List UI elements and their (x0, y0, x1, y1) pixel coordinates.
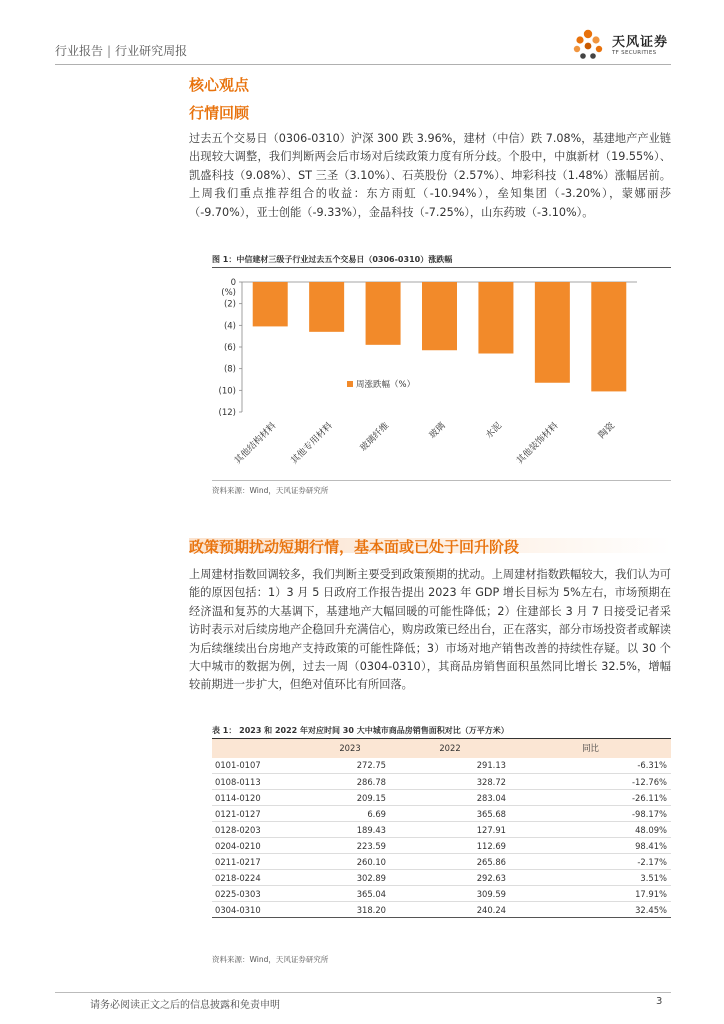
bar-6 (591, 282, 626, 391)
table-cell-period: 0121-0127 (212, 806, 310, 822)
x-category-label: 其他结构材料 (233, 421, 279, 467)
y-tick-label: (12) (218, 408, 236, 418)
table-cell-2023: 318.20 (310, 902, 390, 918)
table-cell-yoy: -98.17% (510, 806, 671, 822)
y-tick-label: 0 (230, 278, 236, 288)
table-row (212, 902, 671, 918)
y-tick-label: (2) (223, 299, 236, 310)
breadcrumb-separator: | (107, 44, 112, 58)
table-cell-period: 0114-0120 (212, 790, 310, 806)
figure-caption: 图 1：中信建材三级子行业过去五个交易日（0306-0310）涨跌幅 (212, 255, 453, 264)
table-cell-period: 0225-0303 (212, 886, 310, 902)
page-number: 3 (656, 996, 663, 1007)
bar-4 (478, 282, 513, 354)
table-cell-yoy: 98.41% (510, 838, 671, 854)
table-source: 资料来源：Wind，天风证券研究所 (212, 955, 329, 964)
table-cell-2022: 265.86 (390, 854, 510, 870)
breadcrumb (55, 42, 187, 59)
sales-area-table (212, 738, 671, 918)
x-category-label: 其他装饰材料 (515, 421, 561, 467)
table-cell-yoy: 3.51% (510, 870, 671, 886)
table-header-period (212, 739, 310, 758)
bar-3 (422, 282, 457, 350)
x-category-label: 陶瓷 (597, 421, 617, 441)
table-cell-2022: 127.91 (390, 822, 510, 838)
section-title-policy: 政策预期扰动短期行情，基本面或已处于回升阶段 (189, 538, 520, 556)
table-row (212, 790, 671, 806)
x-category-label: 玻璃 (427, 421, 448, 441)
table-cell-yoy: 48.09% (510, 822, 671, 838)
table-header-row (212, 739, 671, 758)
table-cell-2023: 302.89 (310, 870, 390, 886)
table-cell-2023: 260.10 (310, 854, 390, 870)
table-row (212, 822, 671, 838)
table-cell-period: 0204-0210 (212, 838, 310, 854)
table-cell-period: 0101-0107 (212, 758, 310, 774)
table-cell-2022: 328.72 (390, 774, 510, 790)
table-cell-yoy: 32.45% (510, 902, 671, 918)
table-cell-2023: 223.59 (310, 838, 390, 854)
table-cell-2022: 291.13 (390, 758, 510, 774)
legend-swatch (347, 381, 353, 387)
x-category-label: 水泥 (484, 421, 505, 441)
x-category-label: 玻璃纤维 (358, 421, 392, 454)
table-header-2022: 2022 (390, 739, 510, 758)
figure-bottom-rule (212, 480, 671, 481)
table-cell-yoy: -26.11% (510, 790, 671, 806)
table-header-yoy: 同比 (510, 739, 671, 758)
table-row (212, 758, 671, 774)
table-cell-2023: 189.43 (310, 822, 390, 838)
table-cell-2022: 240.24 (390, 902, 510, 918)
table-row (212, 886, 671, 902)
table-header-2023: 2023 (310, 739, 390, 758)
table-row (212, 806, 671, 822)
policy-paragraph: 上周建材指数回调较多，我们判断主要受到政策预期的扰动。上周建材指数跌幅较大，我们认为可能的原因包括：1）3 月 5 日政府工作报告提出 2023 年 GDP 增长目标为 5%左右，市场预期在经济温和复苏的大基调下，基建地产大幅回暖的可能性降低；2）住建部长 3 月 7 日接受记者采访时表示对后续房地产企稳回升充满信心，购房政策已经出台，正在落实，部分市场投资者或解读为后续继续出台房地产支持政策的可能性降低；3）市场对地产销售改善的持续性存疑。以 30 个大中城市的数据为例，过去一周（0304-0310），其商品房销售面积虽然同比增长 32.5%，增幅较前期进一步扩大，但绝对值环比有所回落。 (189, 568, 671, 692)
report-subcategory: 行业研究周报 (115, 44, 188, 58)
y-tick-label: (6) (223, 343, 236, 353)
table-cell-2023: 209.15 (310, 790, 390, 806)
bar-1 (309, 282, 344, 332)
table-row (212, 854, 671, 870)
y-tick-label: (4) (223, 321, 236, 332)
subsector-return-bar-chart (212, 268, 671, 480)
x-category-label: 其他专用材料 (289, 421, 335, 467)
table-cell-2023: 6.69 (310, 806, 390, 822)
brand-name-en: TF SECURITIES (612, 50, 657, 56)
bar-0 (253, 282, 288, 326)
market-review-paragraph: 过去五个交易日（0306-0310）沪深 300 跌 3.96%，建材（中信）跌 7.08%，基建地产产业链出现较大调整，我们判断两会后市场对后续政策力度有所分歧。个股中，中旗新材（19.55%）、凯盛科技（9.08%）、ST 三圣（3.10%）、石英股份（2.57%）、坤彩科技（1.48%）涨幅居前。上周我们重点推荐组合的收益：东方雨虹（-10.94%），垒知集团（-3.20%），蒙娜丽莎（-9.70%），亚士创能（-9.33%），金晶科技（-7.25%），山东药玻（-3.10%）。 (189, 132, 671, 219)
table-row (212, 774, 671, 790)
table-cell-period: 0304-0310 (212, 902, 310, 918)
table-cell-2022: 283.04 (390, 790, 510, 806)
table-cell-period: 0128-0203 (212, 822, 310, 838)
bar-5 (535, 282, 570, 383)
table-cell-2022: 292.63 (390, 870, 510, 886)
subsection-title-market-review: 行情回顾 (189, 104, 250, 122)
table-cell-yoy: -2.17% (510, 854, 671, 870)
table-cell-yoy: -12.76% (510, 774, 671, 790)
table-cell-2023: 365.04 (310, 886, 390, 902)
brand-name: 天风证券 (612, 35, 669, 50)
legend-label: 周涨跌幅（%） (356, 380, 416, 390)
report-category: 行业报告 (55, 44, 104, 58)
table-cell-yoy: -6.31% (510, 758, 671, 774)
table-cell-2023: 272.75 (310, 758, 390, 774)
bar-2 (366, 282, 401, 345)
y-tick-label: (10) (218, 386, 236, 397)
table-cell-2023: 286.78 (310, 774, 390, 790)
table-row (212, 870, 671, 886)
table-cell-2022: 112.69 (390, 838, 510, 854)
y-axis-unit-label: (%) (221, 288, 236, 298)
table-cell-period: 0211-0217 (212, 854, 310, 870)
table-cell-period: 0108-0113 (212, 774, 310, 790)
header-divider (55, 64, 671, 65)
figure-source: 资料来源：Wind，天风证券研究所 (212, 486, 329, 495)
table-caption: 表 1： 2023 和 2022 年对应时间 30 大中城市商品房销售面积对比（万平方米） (212, 726, 509, 735)
y-tick-label: (8) (223, 364, 236, 375)
footer-divider (55, 992, 671, 993)
table-cell-period: 0218-0224 (212, 870, 310, 886)
section-title-core-view: 核心观点 (189, 76, 250, 94)
table-row (212, 838, 671, 854)
footer-disclaimer: 请务必阅读正文之后的信息披露和免责申明 (90, 1000, 280, 1011)
table-cell-2022: 309.59 (390, 886, 510, 902)
table-cell-2022: 365.68 (390, 806, 510, 822)
table-cell-yoy: 17.91% (510, 886, 671, 902)
